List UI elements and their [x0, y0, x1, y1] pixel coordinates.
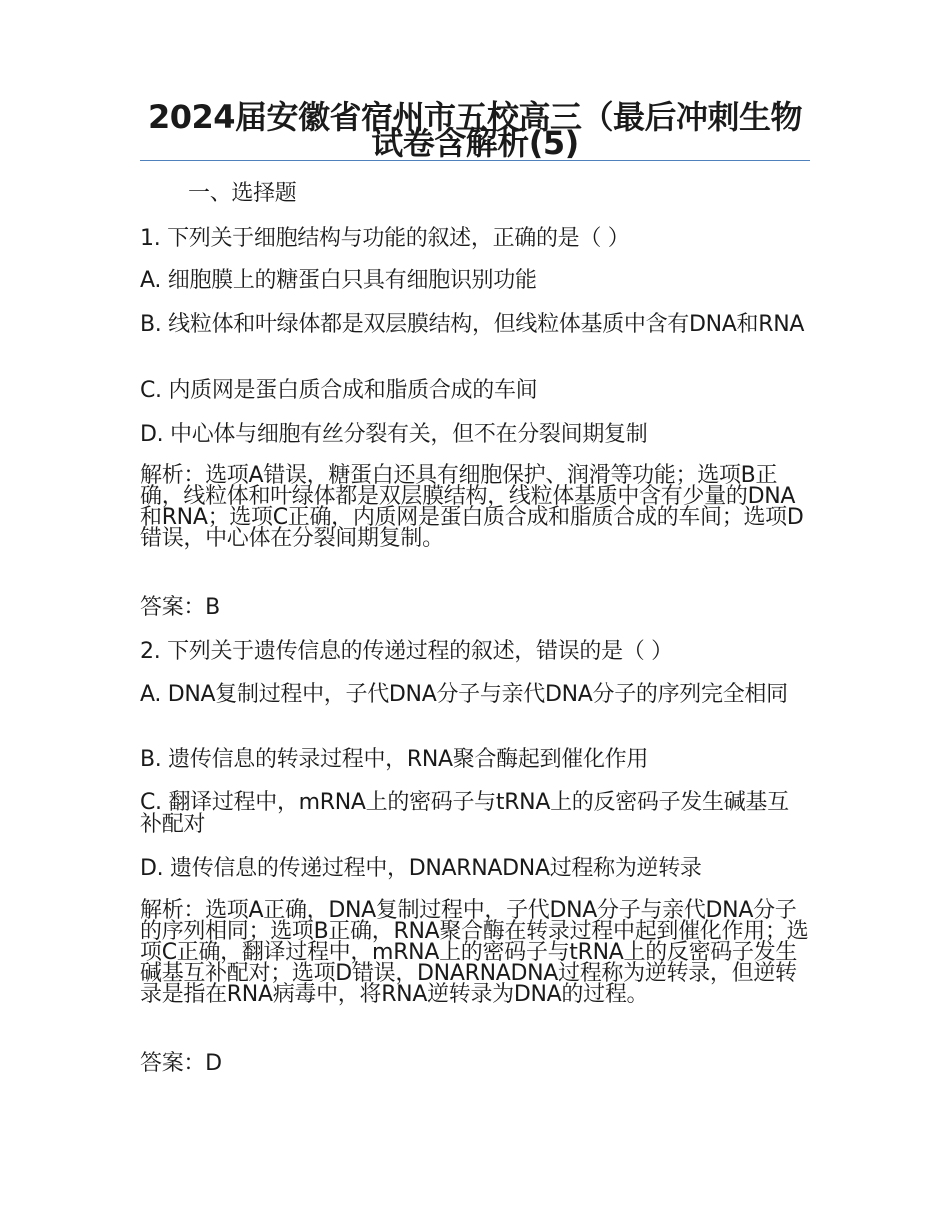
- question-1-option-d: D. 中心体与细胞有丝分裂有关，但不在分裂间期复制: [140, 422, 648, 447]
- question-1-answer: 答案：B: [140, 595, 220, 620]
- question-2-analysis: 解析：选项A正确，DNA复制过程中，子代DNA分子与亲代DNA分子的序列相同；选项B正确，RNA聚合酶在转录过程中起到催化作用；选项C正确，翻译过程中，mRNA上的密码子与tRNA上的反密码子发生碱基互补配对；选项D错误，DNARNADNA过程称为逆转录，但逆转录是指在RNA病毒中，将RNA逆转录为DNA的过程。: [140, 898, 809, 1007]
- question-1-option-c: C. 内质网是蛋白质合成和脂质合成的车间: [140, 378, 538, 403]
- question-2-option-d: D. 遗传信息的传递过程中，DNARNADNA过程称为逆转录: [140, 856, 702, 881]
- question-1-analysis: 解析：选项A错误，糖蛋白还具有细胞保护、润滑等功能；选项B正确，线粒体和叶绿体都是双层膜结构，线粒体基质中含有少量的DNA和RNA；选项C正确，内质网是蛋白质合成和脂质合成的车间；选项D错误，中心体在分裂间期复制。: [140, 463, 804, 551]
- question-1-option-b: B. 线粒体和叶绿体都是双层膜结构，但线粒体基质中含有DNA和RNA: [140, 312, 805, 337]
- question-2-option-b: B. 遗传信息的转录过程中，RNA聚合酶起到催化作用: [140, 747, 649, 772]
- document-title: 2024届安徽省宿州市五校高三（最后冲刺生物试卷含解析(5): [147, 98, 803, 163]
- question-2-stem: 2. 下列关于遗传信息的传递过程的叙述，错误的是（ ）: [140, 639, 673, 664]
- title-underline: [140, 160, 810, 161]
- question-2-answer: 答案：D: [140, 1051, 222, 1076]
- question-2-option-c: C. 翻译过程中，mRNA上的密码子与tRNA上的反密码子发生碱基互补配对: [140, 790, 789, 837]
- question-1-option-a: A. 细胞膜上的糖蛋白只具有细胞识别功能: [140, 268, 537, 293]
- question-1-stem: 1. 下列关于细胞结构与功能的叙述，正确的是（ ）: [140, 226, 630, 251]
- section-heading: 一、选择题: [188, 181, 297, 206]
- question-2-option-a: A. DNA复制过程中，子代DNA分子与亲代DNA分子的序列完全相同: [140, 682, 788, 707]
